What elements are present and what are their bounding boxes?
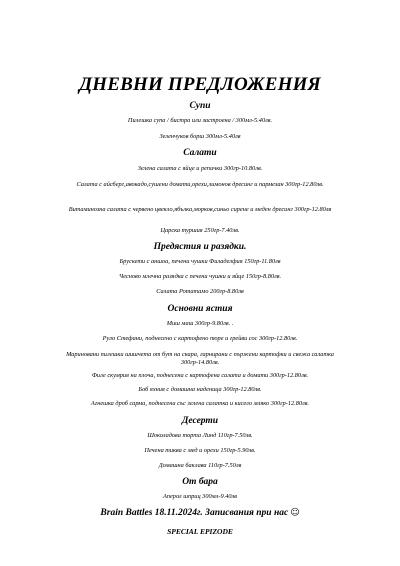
menu-item: Шоколадова торта Линд 110гр-7.50лв. bbox=[147, 432, 253, 439]
menu-item: Брускети с аншоа, печени чушки Филаделфия 150гр-11.80лв bbox=[119, 258, 281, 265]
menu-item: Аперол шприц 300мл-9.40лв bbox=[163, 493, 237, 500]
special-episode-label: SPECIAL EPIZODE bbox=[167, 527, 233, 536]
menu-item: Царска туршия 250гр-7.40лв. bbox=[160, 227, 240, 234]
page-title: ДНЕВНИ ПРЕДЛОЖЕНИЯ bbox=[79, 74, 321, 95]
menu-item: Зеленчуков борш 300мл-5.40лв bbox=[159, 133, 241, 140]
menu-item: Пилешка супа / бистра или застроена / 300мл-5.40лв. bbox=[127, 117, 273, 124]
menu-item: Печена тиква с мед и орехи 150гр-5.90лв. bbox=[144, 447, 256, 454]
menu-item: Зелена салата с яйце и репички 300гр-10.80лв. bbox=[137, 165, 263, 172]
section-heading-soups: Супи bbox=[189, 101, 211, 111]
menu-item: Салата с айсберг,авокадо,сушени домати,орехи,лимонов дресинг и пармезан 300гр-12.80лв. bbox=[76, 181, 324, 188]
section-heading-bar: От бара bbox=[182, 477, 218, 487]
smiley-icon: ☺ bbox=[290, 508, 300, 518]
menu-item: Мариновани пилешки шишчета от бут на скара, гарнирани с пържени картофки и свежа салатка 300гр-14.80лв. bbox=[66, 351, 334, 366]
menu-item: Агнешка дроб сарма, поднесена със зелена салатка и кисело мляко 300гр-12.80лв. bbox=[90, 400, 310, 407]
menu-item: Филе скумрия на плоча, поднесена с картофена салата и домати 300гр-12.80лв. bbox=[91, 372, 309, 379]
menu-item: Миш маш 300гр-9.80лв. . bbox=[166, 320, 234, 327]
menu-item: Руло Стефани, поднесено с картофено пюре и грейви сос 300гр-12.80лв. bbox=[102, 335, 298, 342]
menu-item: Домашна баклава 110гр-7.50лв bbox=[158, 462, 242, 469]
section-heading-starters: Предястия и разядки. bbox=[153, 242, 247, 252]
menu-item: Чесново млечна разядка с печени чушки и яйце 150гр-8.80лв. bbox=[118, 273, 282, 280]
section-heading-desserts: Десерти bbox=[181, 416, 219, 426]
event-announcement bbox=[0, 508, 400, 518]
menu-item: Боб яхния с домашна наденица 300гр-12.80лв. bbox=[138, 386, 262, 393]
section-heading-main-courses: Основни ястия bbox=[167, 304, 233, 314]
menu-item: Витаминозна салата с червено цвекло,ябълка,морков,синьо сирене и меден дресинг 300гр-12.80лв bbox=[68, 206, 332, 213]
section-heading-salads: Салати bbox=[183, 148, 217, 158]
event-text: Brain Battles 18.11.2024г. Записвания при нас bbox=[100, 508, 289, 518]
menu-item: Салата Ротатамо 200гр-8.80лв bbox=[156, 288, 244, 295]
